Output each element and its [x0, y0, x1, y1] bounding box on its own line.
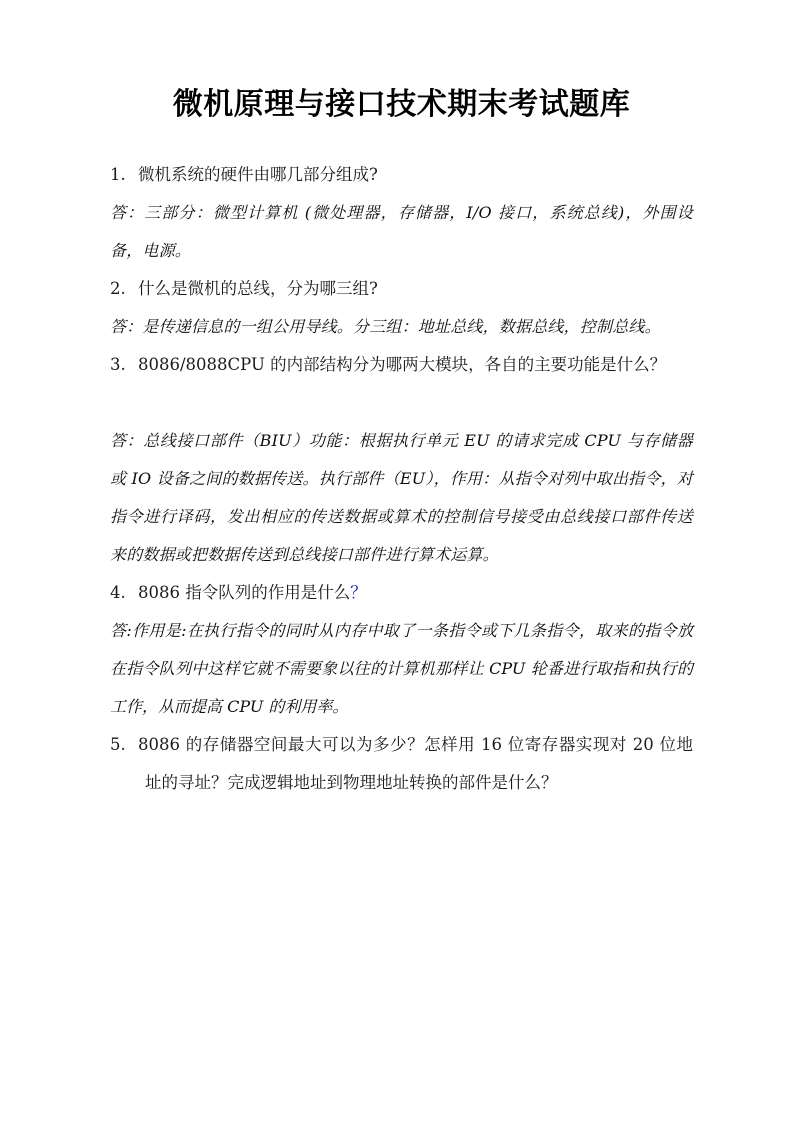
question-item: [110, 726, 693, 802]
question-text: 微机系统的硬件由哪几部分组成?: [138, 165, 378, 184]
page-title: 微机原理与接口技术期末考试题库: [172, 87, 631, 122]
answer-text: 答：总线接口部件（BIU）功能：根据执行单元 EU 的请求完成 CPU 与存储器或 IO 设备之间的数据传送。执行部件（EU），作用：从指令对列中取出指令，对指令进行译码，发出相应的传送数据或算术的控制信号接受由总线接口部件传送来的数据或把数据传送到总线接口部件进行算术运算。: [110, 431, 693, 564]
question-item: [110, 574, 693, 612]
question-text: 什么是微机的总线，分为哪三组?: [138, 279, 378, 298]
question-number: 4.: [110, 583, 126, 602]
answer-text: 答:作用是:在执行指令的同时从内存中取了一条指令或下几条指令，取来的指令放在指令队列中这样它就不需要象以往的计算机那样让 CPU 轮番进行取指和执行的工作，从而提高 CPU 的利用率。: [110, 621, 693, 716]
question-text: 8086 的存储器空间最大可以为多少？怎样用 16 位寄存器实现对 20 位地址的寻址？完成逻辑地址到物理地址转换的部件是什么？: [138, 735, 693, 792]
answer-text: 答：三部分：微型计算机 (微处理器，存储器，I/O 接口，系统总线)，外围设备，电源。: [110, 203, 693, 260]
question-text: [138, 583, 367, 602]
question-item: [110, 156, 693, 194]
question-number: 1.: [110, 165, 126, 184]
answer-text: 答：是传递信息的一组公用导线。分三组：地址总线，数据总线，控制总线。: [110, 317, 661, 336]
document-content: [110, 84, 693, 802]
question-text-main: 8086 指令队列的作用是什么: [138, 583, 351, 602]
question-item: [110, 270, 693, 308]
question-number: 2.: [110, 279, 126, 298]
blank-paragraph: [110, 384, 693, 422]
question-list: [110, 156, 693, 802]
question-text: 8086/8088CPU 的内部结构分为哪两大模块，各自的主要功能是什么？: [138, 355, 667, 374]
question-number: 3.: [110, 355, 126, 374]
blue-question-mark: ？: [350, 583, 367, 602]
question-item: [110, 346, 693, 384]
question-number: 5.: [110, 735, 126, 754]
